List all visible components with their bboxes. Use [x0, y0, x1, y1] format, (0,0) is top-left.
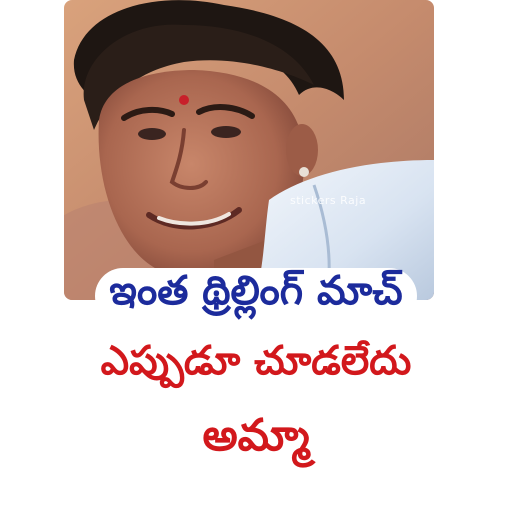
caption-line-2: [0, 338, 512, 394]
watermark-text: stickers Raja: [290, 194, 367, 207]
caption-line-2-text: ఎప్పుడూ చూడలేదు: [87, 338, 426, 394]
caption-line-3: [0, 410, 512, 472]
caption-line-1: [0, 268, 512, 324]
caption-line-1-text: ఇంత థ్రిల్లింగ్ మాచ్: [95, 268, 416, 324]
caption-line-3-text: అమ్మా: [188, 410, 323, 472]
man-portrait-photo: [64, 0, 434, 300]
